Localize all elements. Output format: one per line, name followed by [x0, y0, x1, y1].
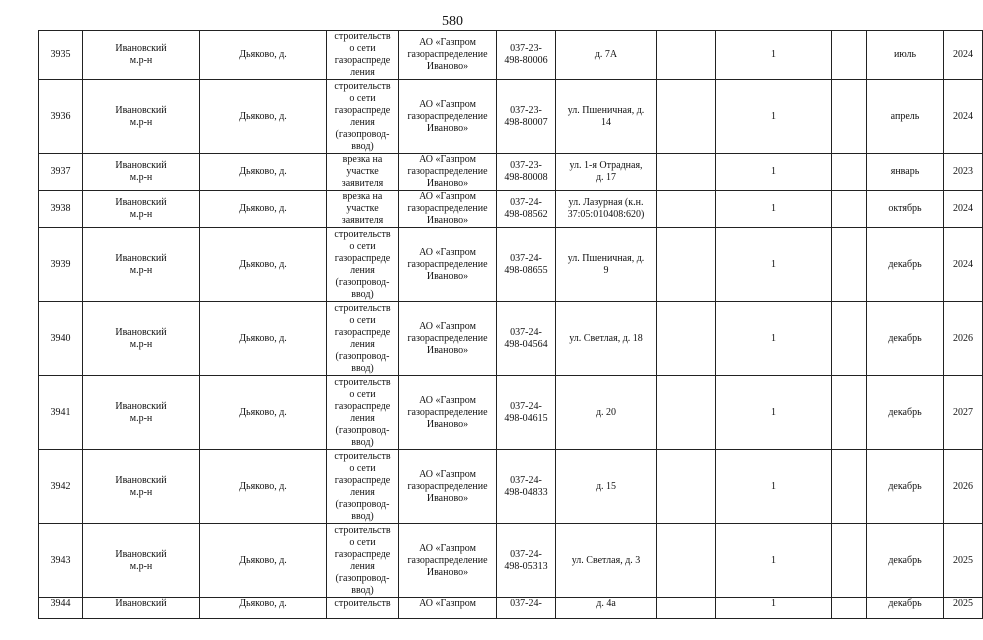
cell-district: Ивановский м.р-н: [83, 376, 200, 450]
cell-month: октябрь: [867, 191, 944, 228]
cell-code: 037-24- 498-04833: [497, 450, 556, 524]
cell-blank1: [657, 376, 716, 450]
cell-blank2: [832, 302, 867, 376]
cell-district: Ивановский м.р-н: [83, 450, 200, 524]
cell-locality: Дьяково, д.: [200, 31, 327, 80]
cell-blank1: [657, 80, 716, 154]
cell-qty: 1: [716, 154, 832, 191]
cell-year: 2026: [944, 302, 983, 376]
cell-district: Ивановский м.р-н: [83, 228, 200, 302]
cell-work: строительств: [327, 598, 399, 619]
cell-locality: Дьяково, д.: [200, 228, 327, 302]
cell-year: 2023: [944, 154, 983, 191]
cell-num: 3938: [39, 191, 83, 228]
cell-blank2: [832, 31, 867, 80]
cell-district: Ивановский м.р-н: [83, 80, 200, 154]
cell-year: 2025: [944, 524, 983, 598]
table-row: [39, 376, 983, 450]
cell-month: июль: [867, 31, 944, 80]
cell-month: декабрь: [867, 376, 944, 450]
cell-num: 3935: [39, 31, 83, 80]
cell-district: Ивановский м.р-н: [83, 31, 200, 80]
cell-qty: 1: [716, 450, 832, 524]
cell-blank2: [832, 376, 867, 450]
cell-year: 2025: [944, 598, 983, 619]
cell-blank1: [657, 524, 716, 598]
cell-address: ул. Пшеничная, д. 14: [556, 80, 657, 154]
cell-blank2: [832, 154, 867, 191]
cell-code: 037-23- 498-80008: [497, 154, 556, 191]
cell-blank1: [657, 191, 716, 228]
cell-month: январь: [867, 154, 944, 191]
gasification-table: [38, 30, 983, 619]
table-row: [39, 450, 983, 524]
cell-org: АО «Газпром газораспределение Иваново»: [399, 376, 497, 450]
cell-code: 037-23- 498-80007: [497, 80, 556, 154]
cell-blank2: [832, 524, 867, 598]
cell-locality: Дьяково, д.: [200, 450, 327, 524]
cell-org: АО «Газпром газораспределение Иваново»: [399, 31, 497, 80]
cell-blank1: [657, 228, 716, 302]
cell-address: д. 20: [556, 376, 657, 450]
cell-code: 037-24- 498-04564: [497, 302, 556, 376]
cell-num: 3941: [39, 376, 83, 450]
table-row: [39, 191, 983, 228]
cell-work: врезка на участке заявителя: [327, 191, 399, 228]
cell-org: АО «Газпром: [399, 598, 497, 619]
cell-district: Ивановский м.р-н: [83, 154, 200, 191]
cell-district: Ивановский м.р-н: [83, 302, 200, 376]
cell-blank1: [657, 302, 716, 376]
cell-qty: 1: [716, 598, 832, 619]
table-row: [39, 154, 983, 191]
cell-district: Ивановский: [83, 598, 200, 619]
cell-month: декабрь: [867, 450, 944, 524]
cell-qty: 1: [716, 524, 832, 598]
cell-district: Ивановский м.р-н: [83, 524, 200, 598]
table-row: [39, 228, 983, 302]
cell-work: строительств о сети газораспреде ления (газопровод- ввод): [327, 450, 399, 524]
cell-num: 3942: [39, 450, 83, 524]
cell-year: 2024: [944, 228, 983, 302]
cell-address: д. 7А: [556, 31, 657, 80]
cell-locality: Дьяково, д.: [200, 598, 327, 619]
cell-address: д. 15: [556, 450, 657, 524]
cell-blank1: [657, 154, 716, 191]
table-row: [39, 598, 983, 619]
cell-address: ул. Светлая, д. 3: [556, 524, 657, 598]
cell-year: 2024: [944, 31, 983, 80]
cell-num: 3936: [39, 80, 83, 154]
cell-org: АО «Газпром газораспределение Иваново»: [399, 228, 497, 302]
cell-locality: Дьяково, д.: [200, 302, 327, 376]
cell-locality: Дьяково, д.: [200, 376, 327, 450]
cell-qty: 1: [716, 80, 832, 154]
cell-blank2: [832, 450, 867, 524]
cell-org: АО «Газпром газораспределение Иваново»: [399, 191, 497, 228]
cell-address: ул. Светлая, д. 18: [556, 302, 657, 376]
cell-month: апрель: [867, 80, 944, 154]
cell-work: строительств о сети газораспреде ления (газопровод- ввод): [327, 376, 399, 450]
cell-district: Ивановский м.р-н: [83, 191, 200, 228]
cell-blank1: [657, 450, 716, 524]
cell-qty: 1: [716, 31, 832, 80]
cell-month: декабрь: [867, 302, 944, 376]
cell-month: декабрь: [867, 228, 944, 302]
cell-blank2: [832, 191, 867, 228]
cell-blank2: [832, 598, 867, 619]
cell-blank2: [832, 228, 867, 302]
cell-locality: Дьяково, д.: [200, 80, 327, 154]
cell-year: 2024: [944, 191, 983, 228]
cell-qty: 1: [716, 228, 832, 302]
cell-address: ул. 1-я Отрадная, д. 17: [556, 154, 657, 191]
cell-address: д. 4а: [556, 598, 657, 619]
cell-locality: Дьяково, д.: [200, 524, 327, 598]
cell-num: 3937: [39, 154, 83, 191]
cell-qty: 1: [716, 376, 832, 450]
cell-org: АО «Газпром газораспределение Иваново»: [399, 450, 497, 524]
cell-code: 037-24- 498-04615: [497, 376, 556, 450]
cell-work: строительств о сети газораспреде ления: [327, 31, 399, 80]
cell-work: строительств о сети газораспреде ления (газопровод- ввод): [327, 302, 399, 376]
cell-year: 2027: [944, 376, 983, 450]
cell-address: ул. Пшеничная, д. 9: [556, 228, 657, 302]
cell-work: строительств о сети газораспреде ления (газопровод- ввод): [327, 524, 399, 598]
table-row: [39, 31, 983, 80]
cell-blank1: [657, 31, 716, 80]
cell-blank2: [832, 80, 867, 154]
cell-work: строительств о сети газораспреде ления (газопровод- ввод): [327, 80, 399, 154]
cell-num: 3939: [39, 228, 83, 302]
cell-locality: Дьяково, д.: [200, 154, 327, 191]
table-row: [39, 302, 983, 376]
cell-year: 2024: [944, 80, 983, 154]
table-row: [39, 524, 983, 598]
cell-work: строительств о сети газораспреде ления (газопровод- ввод): [327, 228, 399, 302]
cell-month: декабрь: [867, 524, 944, 598]
cell-org: АО «Газпром газораспределение Иваново»: [399, 524, 497, 598]
cell-month: декабрь: [867, 598, 944, 619]
page-number: 580: [442, 14, 463, 29]
table-row: [39, 80, 983, 154]
cell-year: 2026: [944, 450, 983, 524]
cell-code: 037-23- 498-80006: [497, 31, 556, 80]
cell-num: 3944: [39, 598, 83, 619]
cell-code: 037-24- 498-08655: [497, 228, 556, 302]
cell-num: 3943: [39, 524, 83, 598]
cell-address: ул. Лазурная (к.н. 37:05:010408:620): [556, 191, 657, 228]
cell-qty: 1: [716, 302, 832, 376]
cell-locality: Дьяково, д.: [200, 191, 327, 228]
cell-code: 037-24- 498-08562: [497, 191, 556, 228]
cell-num: 3940: [39, 302, 83, 376]
cell-code: 037-24- 498-05313: [497, 524, 556, 598]
cell-qty: 1: [716, 191, 832, 228]
cell-blank1: [657, 598, 716, 619]
cell-org: АО «Газпром газораспределение Иваново»: [399, 80, 497, 154]
cell-org: АО «Газпром газораспределение Иваново»: [399, 154, 497, 191]
cell-code: 037-24-: [497, 598, 556, 619]
cell-work: врезка на участке заявителя: [327, 154, 399, 191]
cell-org: АО «Газпром газораспределение Иваново»: [399, 302, 497, 376]
